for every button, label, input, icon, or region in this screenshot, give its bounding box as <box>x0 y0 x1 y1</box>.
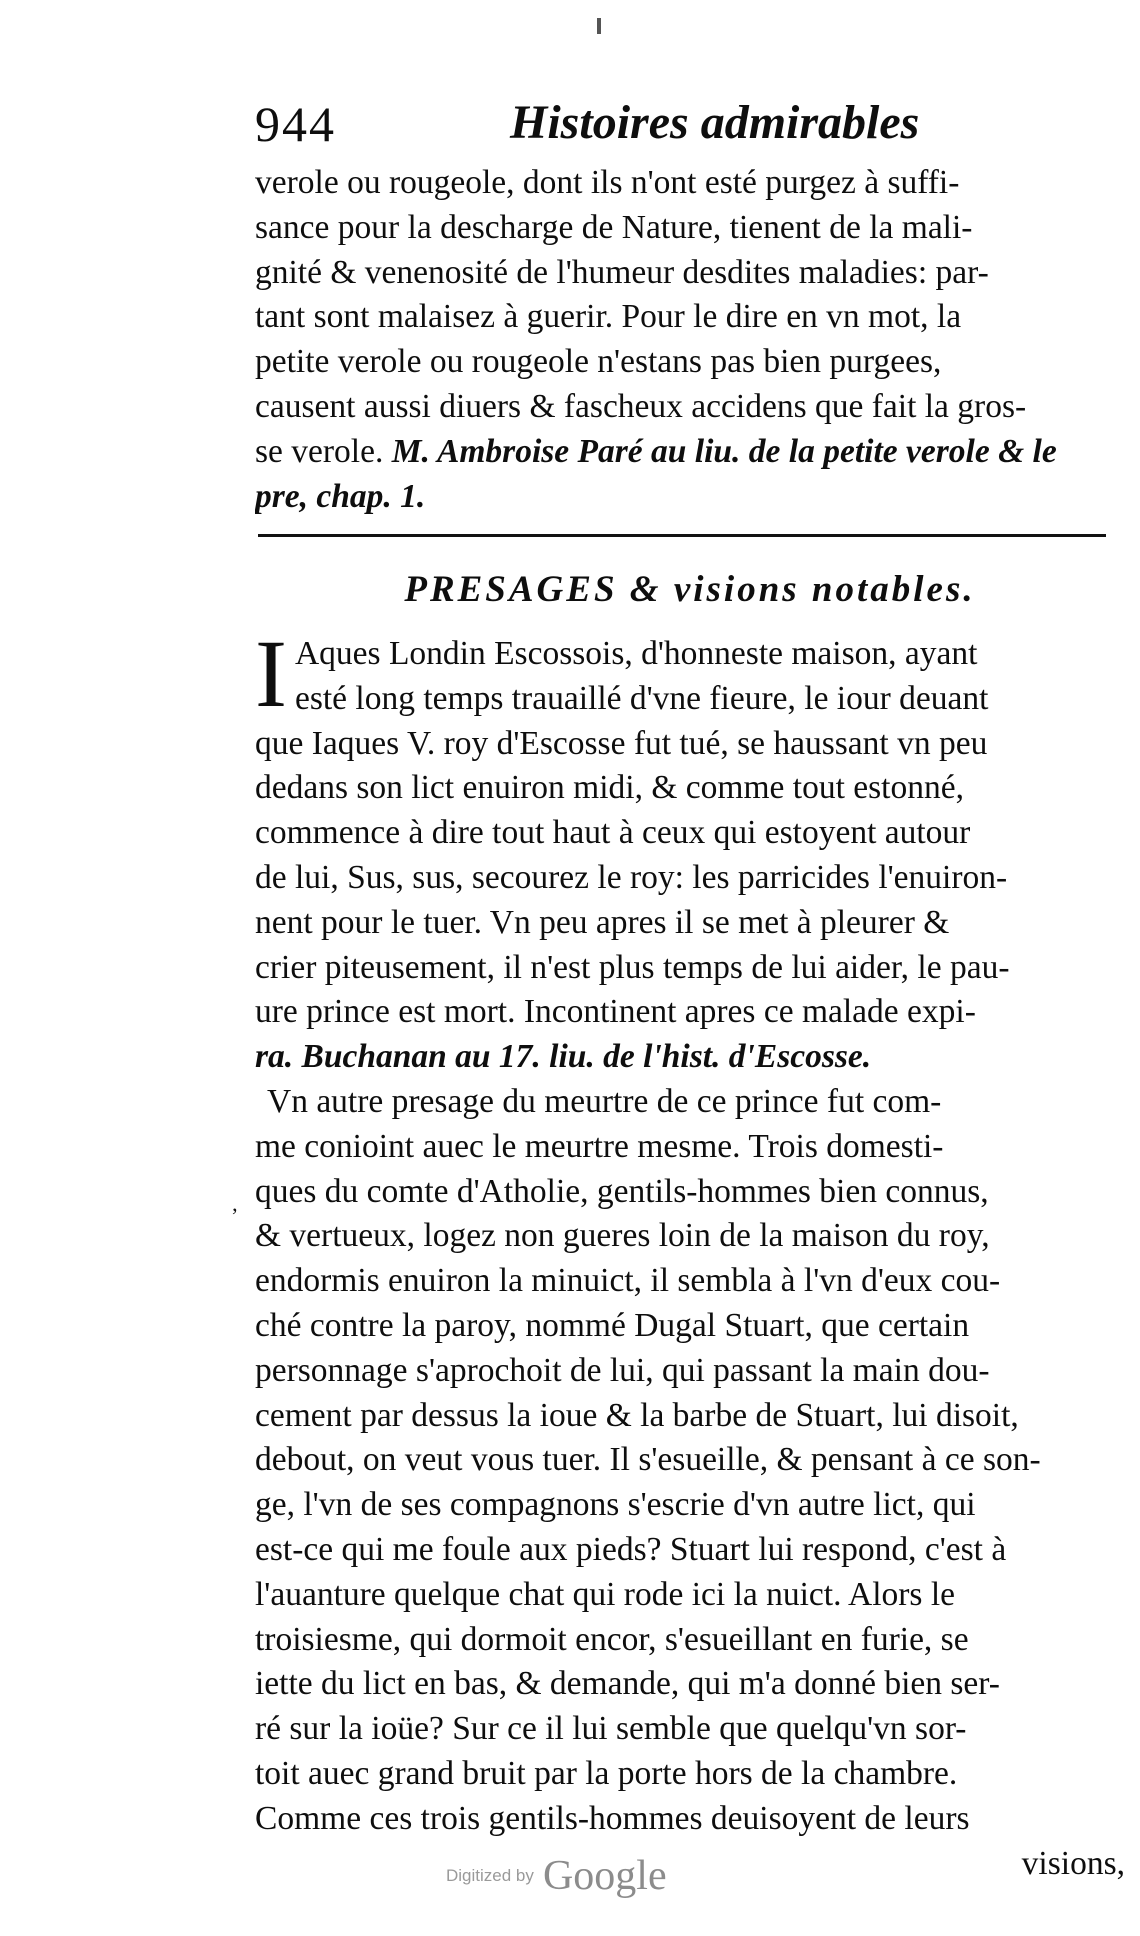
citation-end: pre, chap. 1. <box>255 477 426 515</box>
scan-mark <box>597 18 601 34</box>
text-line: commence à dire tout haut à ceux qui estoyent autour <box>255 814 971 852</box>
text-line: cement par dessus la ioue & la barbe de Stuart, lui disoit, <box>255 1396 1019 1434</box>
margin-mark: ’ <box>231 1203 239 1228</box>
catchword: visions, <box>1021 1844 1125 1882</box>
text-line: Vn autre presage du meurtre de ce prince fut com- <box>267 1082 942 1120</box>
text-line: ure prince est mort. Incontinent apres ce malade expi- <box>255 993 976 1031</box>
text-line: sance pour la descharge de Nature, tienent de la mali- <box>255 208 973 246</box>
text-line: que Iaques V. roy d'Escosse fut tué, se haussant vn peu <box>255 724 988 762</box>
text-line: esté long temps trauaillé d'vne fieure, le iour deuant <box>294 679 989 717</box>
page-header <box>255 95 1125 165</box>
text-line: est-ce qui me foule aux pieds? Stuart lui respond, c'est à <box>255 1530 1007 1568</box>
text-line: toit auec grand bruit par la porte hors de la chambre. <box>255 1754 958 1792</box>
text-line: debout, on veut vous tuer. Il s'esueille, & pensant à ce son- <box>255 1441 1041 1479</box>
text-line: iette du lict en bas, & demande, qui m'a donné bien ser- <box>255 1665 1000 1703</box>
text-line: verole ou rougeole, dont ils n'ont esté purgez à suffi- <box>255 164 960 201</box>
digitized-watermark <box>446 1852 706 1902</box>
text-line: endormis enuiron la minuict, il sembla à l'vn d'eux cou- <box>255 1262 1001 1300</box>
text-line: tant sont malaisez à guerir. Pour le dire en vn mot, la <box>255 298 962 336</box>
section-divider <box>258 534 1106 537</box>
text-line: ques du comte d'Atholie, gentils-hommes bien connus, <box>255 1172 989 1210</box>
citation: M. Ambroise Paré au liu. de la petite verole & le <box>391 432 1057 470</box>
text-line: ge, l'vn de ses compagnons s'escrie d'vn autre lict, qui <box>255 1486 976 1524</box>
text-line: de lui, Sus, sus, secourez le roy: les parricides l'enuiron- <box>255 858 1008 896</box>
page-number: 944 <box>255 96 336 152</box>
section-title: PRESAGES & visions notables. <box>404 569 976 610</box>
text-fragment: se verole. <box>255 432 392 470</box>
running-head: Histoires admirables <box>510 96 920 149</box>
text-line: petite verole ou rougeole n'estans pas bien purgees, <box>255 343 942 381</box>
text-line: ré sur la ioüe? Sur ce il lui semble que quelqu'vn sor- <box>255 1710 967 1748</box>
text-line: causent aussi diuers & fascheux accidens que fait la gros- <box>255 387 1027 425</box>
text-line: gnité & venenosité de l'humeur desdites maladies: par- <box>255 253 989 291</box>
text-line: Comme ces trois gentils-hommes deuisoyent de leurs <box>255 1799 970 1837</box>
google-logo: Google <box>542 1853 667 1899</box>
previous-section-text <box>255 161 1125 519</box>
text-line: personnage s'aprochoit de lui, qui passant la main dou- <box>255 1351 990 1389</box>
text-line: crier piteusement, il n'est plus temps de lui aider, le pau- <box>255 948 1010 986</box>
drop-cap: I <box>255 620 287 727</box>
text-line: Aques Londin Escossois, d'honneste maison, ayant <box>294 635 978 672</box>
text-line: & vertueux, logez non gueres loin de la maison du roy, <box>255 1217 990 1255</box>
text-line: ché contre la paroy, nommé Dugal Stuart, que certain <box>255 1306 970 1344</box>
text-line: me conioint auec le meurtre mesme. Trois domesti- <box>255 1127 944 1165</box>
text-line: l'auanture quelque chat qui rode ici la nuict. Alors le <box>255 1575 955 1613</box>
section-body <box>255 620 1125 1886</box>
text-line: nent pour le tuer. Vn peu apres il se met à pleurer & <box>255 903 950 941</box>
citation: ra. Buchanan au 17. liu. de l'hist. d'Escosse. <box>255 1038 872 1076</box>
text-line: troisiesme, qui dormoit encor, s'esueillant en furie, se <box>255 1620 969 1658</box>
text-line: dedans son lict enuiron midi, & comme tout estonné, <box>255 769 964 807</box>
text-line-with-citation <box>255 430 1125 475</box>
digitized-by-label: Digitized by <box>446 1866 534 1885</box>
